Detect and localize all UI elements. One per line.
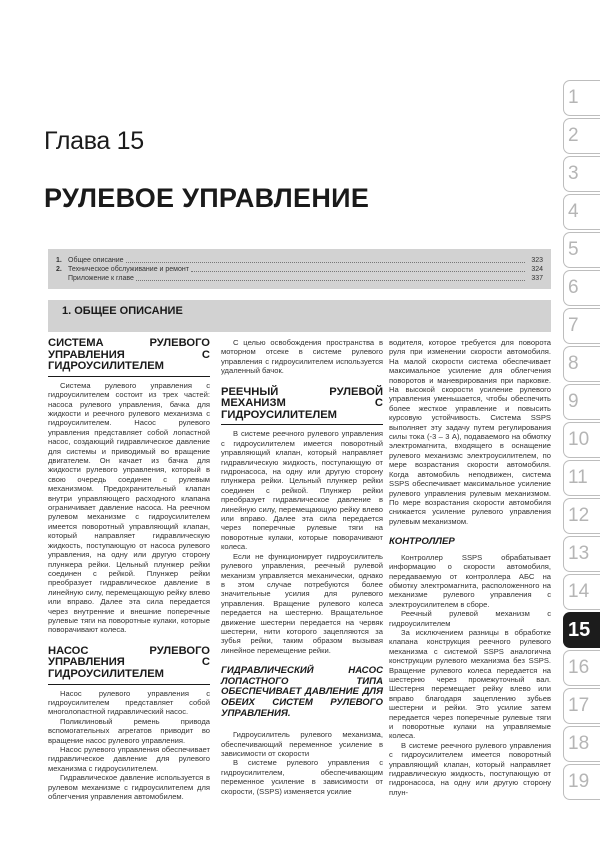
- toc-num: 1.: [56, 257, 62, 264]
- italic-subheading: ГИДРАВЛИЧЕСКИЙ НАСОС ЛОПАСТНОГО ТИПА ОБЕСПЕЧИВАЕТ ДАВЛЕНИЕ ДЛЯ ОБЕИХ СИСТЕМ РУЛЕВОГО УПРАВЛЕНИЯ.: [221, 665, 383, 719]
- chapter-tab-11[interactable]: [563, 460, 600, 496]
- toc-label: Общее описание: [68, 257, 124, 264]
- chapter-tab-15-active[interactable]: [563, 612, 600, 648]
- chapter-tab-10[interactable]: [563, 422, 600, 458]
- tab-label: 15: [568, 619, 591, 641]
- paragraph: водителя, которое требуется для поворота руля при изменении скорости автомобиля. На малой скорости система обеспечивает максимальное усиление для облегчения поворотов и маневрирования при парковке. На высокой скорости усиление рулевого управления уменьшается, чтобы обеспечить более жесткое управление и повысить курсовую устойчивость. Система SSPS выполняет эту задачу путем регулирования силы тока (-3 – 3 А), подаваемого на обмотку электромагнита, входящего в оснащение рулевого механизмс электроусилителем, по мере возрастания скорости автомобиля. Когда автомобиль неподвижен, система SSPS обеспечивает максимальное усиление рулевого управления рулевым механизмом. По мере возрастания скорости автомобиля снижается усиление рулевого управления рулевым механизмом.: [389, 338, 551, 526]
- tab-label: 11: [568, 467, 588, 488]
- tab-label: 16: [568, 657, 590, 678]
- chapter-tab-14[interactable]: [563, 574, 600, 610]
- tab-label: 4: [568, 201, 579, 222]
- paragraph: Насос рулевого управления с гидроусилителем представляет собой многолопастной гидравлический насос.: [48, 688, 210, 717]
- chapter-tab-13[interactable]: [563, 536, 600, 572]
- tab-label: 17: [568, 695, 590, 716]
- tab-label: 19: [568, 771, 590, 792]
- tab-label: 7: [568, 315, 579, 336]
- subheading: СИСТЕМА РУЛЕВОГО УПРАВЛЕНИЯ С ГИДРОУСИЛИТЕЛЕМ: [48, 338, 210, 377]
- paragraph: Гидравлическое давление используется в рулевом механизме с гидроусилителем для облегчения управления автомобилем.: [48, 773, 210, 801]
- chapter-tab-1[interactable]: [563, 80, 600, 116]
- toc-leader: [191, 265, 525, 272]
- chapter-tab-8[interactable]: [563, 346, 600, 382]
- chapter-tab-4[interactable]: [563, 194, 600, 230]
- tab-label: 18: [568, 733, 590, 754]
- tab-label: 3: [568, 163, 579, 184]
- toc-page: 323: [531, 257, 543, 264]
- tab-label: 2: [568, 125, 579, 146]
- text-column-2: [221, 338, 383, 796]
- toc-page: 324: [531, 266, 543, 273]
- tab-label: 6: [568, 277, 579, 298]
- subheading: НАСОС РУЛЕВОГО УПРАВЛЕНИЯ С ГИДРОУСИЛИТЕЛЕМ: [48, 646, 210, 685]
- italic-subheading: КОНТРОЛЛЕР: [389, 536, 455, 548]
- paragraph: В системе реечного рулевого управления с гидроусилителем имеется поворотный управляющий клапан, который направляет гидравлическую жидкость, поступающую от гидронасоса, на одну или другую сторону плун-: [389, 740, 551, 797]
- chapter-tab-12[interactable]: [563, 498, 600, 534]
- toc-label: Приложение к главе: [68, 275, 134, 282]
- section-title: 1. ОБЩЕЕ ОПИСАНИЕ: [62, 305, 183, 317]
- tab-label: 5: [568, 239, 579, 260]
- toc-num: 2.: [56, 266, 62, 273]
- table-of-contents: [48, 249, 551, 289]
- toc-item[interactable]: [56, 265, 543, 274]
- paragraph: Поликлиновый ремень привода вспомогательных агрегатов приводит во вращение насос рулевого управления.: [48, 716, 210, 745]
- paragraph: Насос рулевого управления обеспечивает гидравлическое давление для рулевого механизма с гидроусилителем.: [48, 744, 210, 773]
- toc-leader: [126, 256, 525, 263]
- paragraph: В системе рулевого управления с гидроусилителем, обеспечивающим переменное усиление в зависимости от скорости, (SSPS) изменяется усилие: [221, 758, 383, 796]
- paragraph: За исключением разницы в обработке клапана конструкция реечного рулевого механизма с системой SSPS аналогична конструкции рулевого механизма без SSPS. Вращение рулевого колеса передается на шестерню через промежуточный вал. Шестерня перемещает рейку влево или вправо благодаря зацеплению зубьев шестерни и рейки. Это усилие затем передается через поперечные рулевые тяги и поворотные кулаки на управляемые колеса.: [389, 627, 551, 741]
- text-column-1: [48, 338, 210, 801]
- chapter-tab-18[interactable]: [563, 726, 600, 762]
- chapter-tab-6[interactable]: [563, 270, 600, 306]
- paragraph: С целью освобождения пространства в моторном отсеке в системе рулевого управления с гидроусилителем используется удаленный бачок.: [221, 338, 383, 376]
- chapter-title: РУЛЕВОЕ УПРАВЛЕНИЕ: [44, 183, 370, 213]
- text-column-3: [389, 338, 551, 797]
- paragraph: Если не функционирует гидроусилитель рулевого управления, реечный рулевой механизм управляется механически, однако в этом случае потребуются более значительные усилия для рулевого управления. Вращение рулевого колеса передается на шестерню. Вращательное движение шестерни передается на червяк шестерни, нити которого зацепляются за зубья рейки, таким образом вызывая линейное перемещение рейки.: [221, 551, 383, 655]
- toc-label: Техническое обслуживание и ремонт: [68, 266, 189, 273]
- chapter-label: Глава 15: [44, 127, 144, 155]
- subheading: РЕЕЧНЫЙ РУЛЕВОЙ МЕХАНИЗМ С ГИДРОУСИЛИТЕЛЕМ: [221, 387, 383, 426]
- tab-label: 12: [568, 505, 590, 526]
- chapter-tab-16[interactable]: [563, 650, 600, 686]
- chapter-tab-19[interactable]: [563, 764, 600, 800]
- tab-label: 1: [568, 87, 579, 108]
- chapter-tab-5[interactable]: [563, 232, 600, 268]
- paragraph: Система рулевого управления с гидроусилителем состоит из трех частей: насоса рулевого управления, бачка для жидкости и реечного рулевого механизма с гидроусилителем. Насос рулевого управления представляет собой лопастной насос, создающий гидравлическое давление для системы и приводимый во вращение двигателем. Он качает из бачка для жидкости рулевого управления, который в свою очередь соединен с рулевым механизмом. Предохранительный клапан внутри управляющего расходного клапана ограничивает давление насоса. На реечном рулевом механизме с гидроусилителем имеется поворотный управляющий клапан, который направляет гидравлическую жидкость, поступающую от насоса рулевого управления, на одну или другую сторону плунжера рейки. Цельный плунжер рейки соединен с рейкой. Плунжер рейки преобразует гидравлическое давление в линейную силу, перемещающую рейку влево или вправо. Далее эта сила передается через внутренние и внешние поперечные рулевые тяги на поворотные кулаки, которые поворачивают колеса.: [48, 380, 210, 635]
- chapter-tab-2[interactable]: [563, 118, 600, 154]
- toc-num: [56, 274, 68, 283]
- toc-item[interactable]: [56, 256, 543, 265]
- chapter-tab-7[interactable]: [563, 308, 600, 344]
- paragraph: В системе реечного рулевого управления с гидроусилителем имеется поворотный управляющий клапан, который направляет гидравлическую жидкость, поступающую от гидронасоса, на одну или другую сторону плунжера рейки. Цельный плунжер рейки соединен с рейкой. Плунжер рейки преобразует гидравлическое давление в линейную силу, перемещающую рейку влево или вправо. Далее эта сила передается через поперечные рулевые тяги на поворотные кулаки, которые поворачивают колеса.: [221, 429, 383, 552]
- chapter-tab-17[interactable]: [563, 688, 600, 724]
- toc-leader: [136, 274, 525, 281]
- chapter-tab-3[interactable]: [563, 156, 600, 192]
- paragraph: Реечный рулевой механизм с гидроусилителем: [389, 609, 551, 628]
- toc-item[interactable]: [56, 274, 543, 283]
- tab-label: 13: [568, 543, 590, 564]
- tab-label: 10: [568, 429, 590, 450]
- paragraph: Гидроусилитель рулевого механизма, обеспечивающий переменное усиление в зависимости от скорости: [221, 730, 383, 758]
- section-header: [48, 300, 551, 332]
- toc-page: 337: [531, 275, 543, 282]
- tab-label: 9: [568, 391, 579, 412]
- chapter-tab-9[interactable]: [563, 384, 600, 420]
- tab-label: 14: [568, 581, 590, 602]
- tab-label: 8: [568, 353, 579, 374]
- paragraph: Контроллер SSPS обрабатывает информацию о скорости автомобиля, передаваемую от контроллера АБС на обмотку электромагнита, расположенного на механизме рулевого управления с электроусилителем в сборе.: [389, 552, 551, 609]
